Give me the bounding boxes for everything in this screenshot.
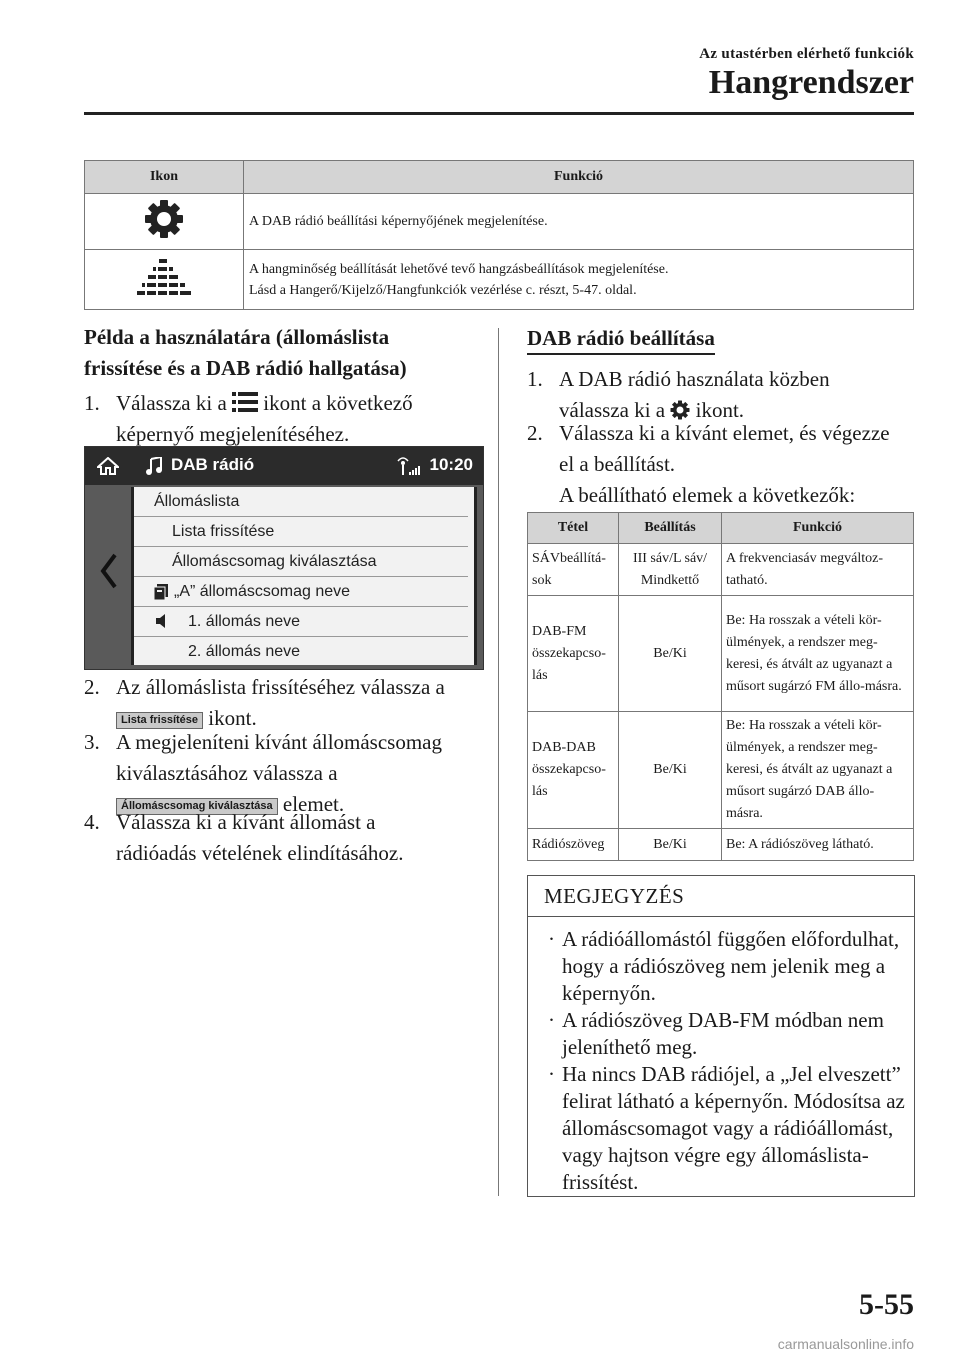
select-ensemble-button-ref: Állomáscsomag kiválasztása <box>116 798 278 815</box>
example-heading: Példa a használatára (állomáslista frissítése és a DAB rádió hallgatása) <box>84 325 407 380</box>
cell-function: A frekvenciasáv megváltoz-tatható. <box>722 544 914 596</box>
section-subtitle: Az utastérben elérhető funkciók <box>699 46 914 62</box>
icon-function-table <box>84 160 914 310</box>
note-bullet: · A rádióállomástól függően előfordulhat, hogy a rádiószöveg nem jelenik meg a képernyőn. <box>548 926 908 1007</box>
screen-title: DAB rádió <box>171 455 255 474</box>
cell-function: Be: Ha rosszak a vételi kör-ülmények, a rendszer meg-keresi, és átvált az ugyanazt a műsort sugárzó DAB állo-másra. <box>722 712 914 829</box>
cell-setting: Be/Ki <box>619 596 722 712</box>
home-icon <box>97 457 119 475</box>
table-row <box>528 712 914 829</box>
music-note-icon <box>145 457 163 475</box>
table-row <box>528 544 914 596</box>
col-header-item: Tétel <box>528 513 619 544</box>
function-text-line: A hangminőség beállítását lehetővé tevő hangzásbeállítások megjelenítése. <box>249 261 669 277</box>
table-row <box>85 194 914 250</box>
ensemble-icon <box>154 584 168 600</box>
now-playing-icon <box>154 613 170 629</box>
note-body <box>548 926 908 1196</box>
cell-item: DAB-DAB összekapcso-lás <box>528 712 619 829</box>
right-step-2: 2. Válassza ki a kívánt elemet, és végezze el a beállítást. A beállítható elemek a következők: <box>527 421 890 507</box>
col-header-icon: Ikon <box>85 161 244 194</box>
table-row <box>528 829 914 861</box>
note-bullet: · Ha nincs DAB rádiójel, a „Jel elveszett” felirat látható a képernyőn. Módosítsa az állomáscsomagot vagy a rádióállomást, vagy hajtson végre egy állomáslista-frissítést. <box>548 1061 908 1196</box>
header-rule <box>84 112 914 115</box>
col-header-setting: Beállítás <box>619 513 722 544</box>
dab-settings-heading: DAB rádió beállítása <box>527 326 715 355</box>
list-item-refresh[interactable]: Lista frissítése <box>134 517 468 547</box>
watermark: carmanualsonline.info <box>777 1336 914 1352</box>
back-chevron-icon[interactable] <box>99 553 119 589</box>
table-row <box>528 596 914 712</box>
step-1: 1. Válassza ki a ikont a következő képernyő megjelenítéséhez. <box>84 391 413 446</box>
list-item-station-1[interactable]: 1. állomás neve <box>134 607 468 637</box>
function-text: A DAB rádió beállítási képernyőjének megjelenítése. <box>244 194 914 250</box>
cell-setting: Be/Ki <box>619 712 722 829</box>
gear-icon <box>144 199 184 239</box>
cell-setting: III sáv/L sáv/ Mindkettő <box>619 544 722 596</box>
page-number: 5-55 <box>859 1288 914 1321</box>
note-bullet: · A rádiószöveg DAB-FM módban nem jeleníthető meg. <box>548 1007 908 1061</box>
refresh-list-button-ref: Lista frissítése <box>116 712 203 729</box>
screen-status-bar <box>85 447 483 485</box>
note-title: MEGJEGYZÉS <box>528 876 914 917</box>
cell-function: Be: Ha rosszak a vételi kör-ülmények, a rendszer meg-keresi, és átvált az ugyanazt a műsort sugárzó FM állo-másra. <box>722 596 914 712</box>
dab-radio-screen <box>84 446 484 670</box>
step-3: 3. A megjeleníteni kívánt állomáscsomag kiválasztásához válassza a Állomáscsomag kiválasztása elemet. <box>84 730 443 816</box>
list-item-station-2[interactable]: 2. állomás neve <box>188 643 301 660</box>
step-4: 4. Válassza ki a kívánt állomást a rádióadás vételének elindításához. <box>84 810 404 865</box>
signal-icon <box>397 455 423 477</box>
function-text-line: Lásd a Hangerő/Kijelző/Hangfunkciók vezérlése c. részt, 5-47. oldal. <box>249 282 637 298</box>
cell-setting: Be/Ki <box>619 829 722 861</box>
list-item-ensemble-name[interactable]: „A” állomáscsomag neve <box>134 577 468 607</box>
col-header-function: Funkció <box>722 513 914 544</box>
note-box <box>527 875 915 1197</box>
section-title: Hangrendszer <box>708 64 914 101</box>
cell-function: Be: A rádiószöveg látható. <box>722 829 914 861</box>
list-item-select-ensemble[interactable]: Állomáscsomag kiválasztása <box>134 547 468 577</box>
step-2: 2. Az állomáslista frissítéséhez válassza a Lista frissítése ikont. <box>84 675 445 730</box>
equalizer-icon <box>137 257 191 297</box>
right-step-1: 1. A DAB rádió használata közben válassza ki a ikont. <box>527 367 830 422</box>
gear-icon <box>670 400 690 420</box>
column-divider <box>498 328 499 1196</box>
settings-table <box>527 512 914 861</box>
screen-list-panel <box>131 487 477 665</box>
screen-time: 10:20 <box>429 455 473 474</box>
col-header-function: Funkció <box>244 161 914 194</box>
cell-item: SÁVbeállítá-sok <box>528 544 619 596</box>
cell-item: Rádiószöveg <box>528 829 619 861</box>
list-item-station-list[interactable]: Állomáslista <box>134 487 468 517</box>
table-row <box>85 250 914 310</box>
list-icon <box>232 391 258 413</box>
cell-item: DAB-FM összekapcso-lás <box>528 596 619 712</box>
